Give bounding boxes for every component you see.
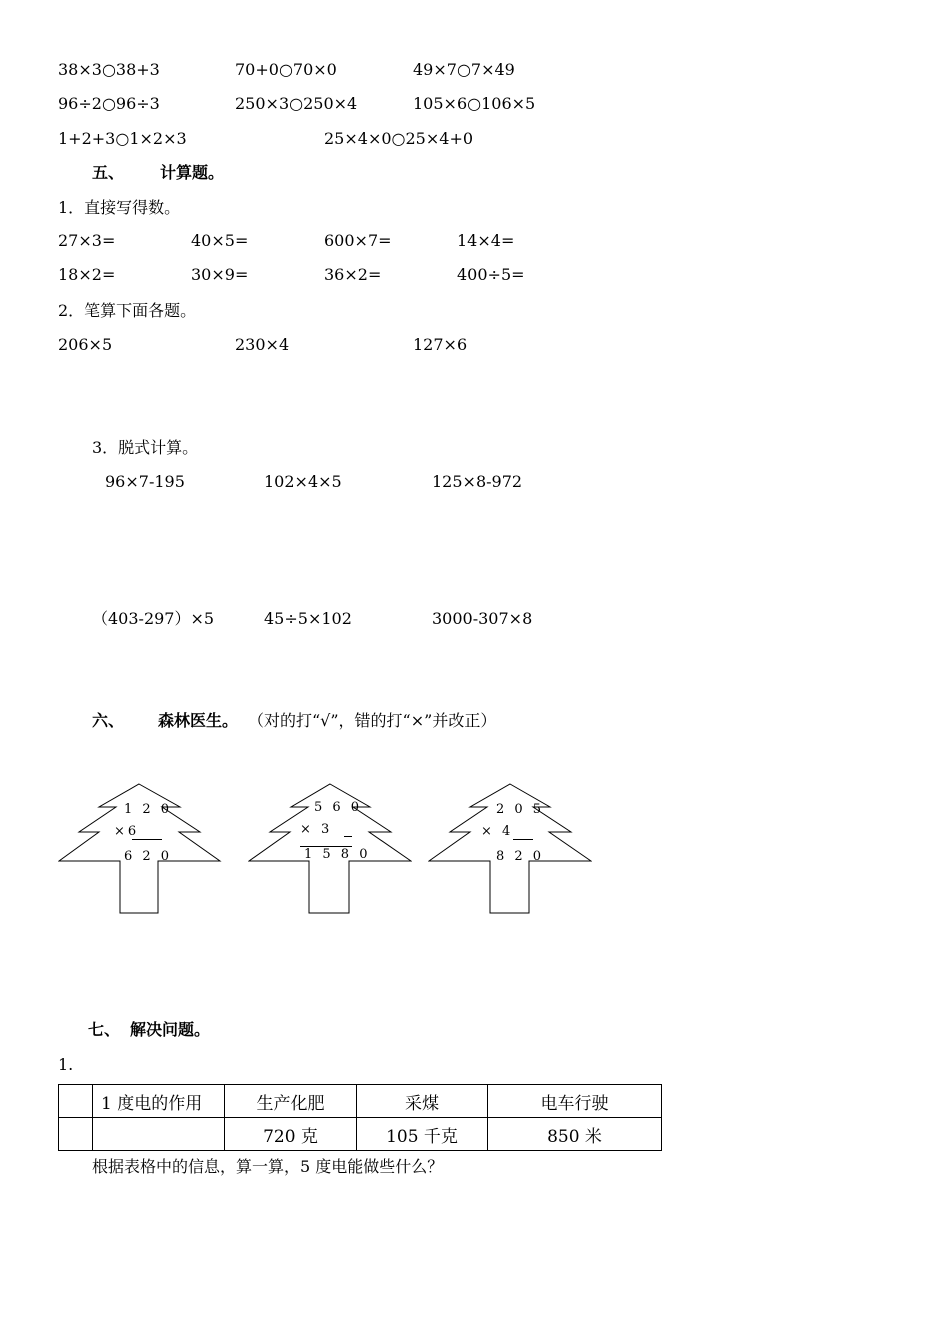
- question-label: 3．脱式计算。: [92, 438, 199, 457]
- problem-question: 根据表格中的信息，算一算，5 度电能做些什么？: [92, 1157, 444, 1176]
- answer-line: [344, 836, 352, 837]
- table-cell: 850 米: [488, 1118, 662, 1151]
- compare-item: 38×3○38+3: [58, 60, 160, 79]
- calc-item: 96×7-195: [105, 472, 185, 491]
- electricity-table: [58, 1084, 662, 1151]
- tree-top-number: 2 0 5: [496, 802, 545, 817]
- tree-result: 8 2 0: [496, 849, 545, 864]
- calc-item: 230×4: [235, 335, 290, 354]
- table-row: [59, 1085, 662, 1118]
- compare-item: 25×4×0○25×4+0: [324, 129, 474, 148]
- compare-item: 70+0○70×0: [235, 60, 337, 79]
- table-header-cell: 1 度电的作用: [93, 1085, 225, 1118]
- calc-item: 3000-307×8: [432, 609, 533, 628]
- tree-result: 1 5 8 0: [304, 847, 371, 862]
- tree-problem: [428, 783, 592, 916]
- calc-item: 206×5: [58, 335, 113, 354]
- compare-item: 49×7○7×49: [413, 60, 515, 79]
- calc-item: 14×4=: [457, 231, 515, 250]
- table-cell: [93, 1118, 225, 1151]
- answer-line: [513, 839, 533, 840]
- calc-item: 36×2=: [324, 265, 382, 284]
- calc-item: 125×8-972: [432, 472, 523, 491]
- section-title: 解决问题。: [130, 1020, 211, 1039]
- calc-item: （403-297）×5: [92, 609, 215, 628]
- question-label: 2．笔算下面各题。: [58, 301, 197, 320]
- question-label: 1.: [58, 1055, 74, 1074]
- compare-item: 250×3○250×4: [235, 94, 358, 113]
- section-note: （对的打“√”，错的打“×”并改正）: [248, 711, 497, 730]
- calc-item: 45÷5×102: [264, 609, 352, 628]
- table-cell: [59, 1085, 93, 1118]
- section-title: 森林医生。: [158, 711, 239, 730]
- calc-item: 18×2=: [58, 265, 116, 284]
- section-number: 六、: [92, 711, 125, 730]
- table-cell: 105 千克: [357, 1118, 488, 1151]
- compare-item: 105×6○106×5: [413, 94, 536, 113]
- table-cell: 720 克: [225, 1118, 357, 1151]
- section-title: 计算题。: [160, 163, 225, 182]
- tree-problem: [58, 783, 222, 916]
- calc-item: 600×7=: [324, 231, 392, 250]
- table-header-cell: 电车行驶: [488, 1085, 662, 1118]
- calc-item: 27×3=: [58, 231, 116, 250]
- table-header-cell: 生产化肥: [225, 1085, 357, 1118]
- tree-problem: [248, 783, 412, 916]
- table-row: [59, 1118, 662, 1151]
- section-number: 五、: [92, 163, 125, 182]
- calc-item: 127×6: [413, 335, 468, 354]
- tree-multiplier: × 3: [300, 822, 333, 837]
- tree-multiplier: × 4: [481, 824, 514, 839]
- answer-line: [132, 839, 162, 840]
- calc-item: 30×9=: [191, 265, 249, 284]
- tree-multiplier: ×6: [114, 824, 140, 839]
- table-header-cell: 采煤: [357, 1085, 488, 1118]
- tree-result: 6 2 0: [124, 849, 173, 864]
- compare-item: 96÷2○96÷3: [58, 94, 160, 113]
- calc-item: 40×5=: [191, 231, 249, 250]
- tree-top-number: 5 6 0: [314, 800, 363, 815]
- calc-item: 400÷5=: [457, 265, 525, 284]
- section-number: 七、: [88, 1020, 121, 1039]
- calc-item: 102×4×5: [264, 472, 342, 491]
- compare-item: 1+2+3○1×2×3: [58, 129, 187, 148]
- table-cell: [59, 1118, 93, 1151]
- tree-top-number: 1 2 0: [124, 802, 173, 817]
- question-label: 1．直接写得数。: [58, 198, 181, 217]
